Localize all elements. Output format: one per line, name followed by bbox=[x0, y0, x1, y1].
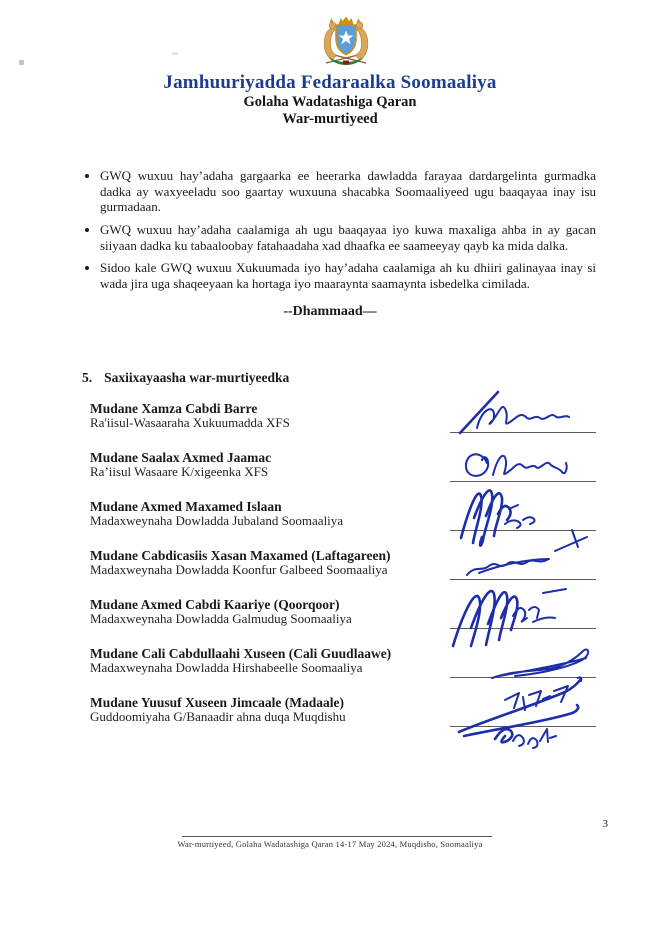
signatory-name: Mudane Yuusuf Xuseen Jimcaale (Madaale) bbox=[90, 695, 345, 711]
end-marker: --Dhammaad— bbox=[283, 304, 377, 320]
signatory-row bbox=[90, 597, 596, 646]
footer-divider bbox=[182, 836, 492, 837]
signatory-text bbox=[90, 548, 447, 597]
doc-type-title: War-murtiyeed bbox=[282, 111, 378, 128]
signatory-row bbox=[90, 401, 596, 450]
page-footer bbox=[0, 836, 660, 849]
signature-line bbox=[450, 481, 596, 482]
signature-line bbox=[450, 677, 596, 678]
signatories-heading bbox=[82, 370, 660, 386]
signatory-text bbox=[90, 401, 447, 450]
signatory-text bbox=[90, 499, 447, 548]
council-title: Golaha Wadatashiga Qaran bbox=[243, 94, 417, 110]
signatory-title: Madaxweynaha Dowladda Koonfur Galbeed Soomaaliya bbox=[90, 562, 388, 578]
heading-label: Saxiixayaasha war-murtiyeedka bbox=[104, 370, 290, 386]
signatory-row bbox=[90, 450, 596, 499]
signatory-row bbox=[90, 646, 596, 695]
bullet-item: • GWQ wuxuu hay’adaha gargaarka ee heerarka dawladda farayaa dardargelinta gurmadka dadka ay waxyeeladu soo gaartay wuxuuna shacabka Soomaaliyeed ugu baaqayaa inay isu gurmadaan. bbox=[100, 168, 596, 215]
signature-4 bbox=[447, 548, 596, 597]
signatory-name: Mudane Cali Cabdullaahi Xuseen (Cali Guudlaawe) bbox=[90, 646, 392, 662]
signature-line bbox=[450, 432, 596, 433]
signature-5 bbox=[447, 597, 596, 646]
signature-line bbox=[450, 726, 596, 727]
signature-line bbox=[450, 579, 596, 580]
signatory-name: Mudane Xamza Cabdi Barre bbox=[90, 401, 258, 417]
communique-bullets bbox=[70, 168, 596, 291]
signatory-row bbox=[90, 499, 596, 548]
signatory-title: Madaxweynaha Dowladda Jubaland Soomaaliya bbox=[90, 513, 344, 529]
signature-6 bbox=[447, 646, 596, 695]
signatory-title: Guddoomiyaha G/Banaadir ahna duqa Muqdishu bbox=[90, 709, 346, 725]
signature-line bbox=[450, 530, 596, 531]
signatory-title: Ra’iisul Wasaare K/xigeenka XFS bbox=[90, 464, 269, 480]
signatory-text bbox=[90, 646, 447, 695]
signature-1 bbox=[447, 401, 596, 450]
signatory-title: Ra'iisul-Wasaaraha Xukuumadda XFS bbox=[90, 415, 290, 431]
signatory-title: Madaxweynaha Dowladda Hirshabeelle Soomaaliya bbox=[90, 660, 363, 676]
signatory-row bbox=[90, 695, 596, 744]
signatory-row bbox=[90, 548, 596, 597]
signatory-title: Madaxweynaha Dowladda Galmudug Soomaaliya bbox=[90, 611, 352, 627]
signature-3 bbox=[447, 499, 596, 548]
signatory-name: Mudane Cabdicasiis Xasan Maxamed (Laftagareen) bbox=[90, 548, 391, 564]
signatory-name: Mudane Saalax Axmed Jaamac bbox=[90, 450, 272, 466]
document-header bbox=[0, 0, 660, 128]
bullet-item: • Sidoo kale GWQ wuxuu Xukuumada iyo hay’adaha caalamiga ah ku dhiiri galinayaa inay si wada jira uga shaqeeyaan ka hortaga iyo maaraynta saamaynta isbedelka cimilada. bbox=[100, 260, 596, 291]
signatory-text bbox=[90, 450, 447, 499]
scan-artifact bbox=[19, 60, 24, 65]
page-number: 3 bbox=[602, 818, 608, 830]
signatory-name: Mudane Axmed Cabdi Kaariye (Qoorqoor) bbox=[90, 597, 340, 613]
signatories-list bbox=[90, 401, 596, 744]
signature-2 bbox=[447, 450, 596, 499]
republic-title: Jamhuuriyadda Fedaraalka Soomaaliya bbox=[163, 72, 497, 93]
signatory-name: Mudane Axmed Maxamed Islaan bbox=[90, 499, 282, 515]
footer-text: War-murtiyeed, Golaha Wadatashiga Qaran 14-17 May 2024, Muqdisho, Soomaaliya bbox=[177, 839, 483, 849]
signature-7 bbox=[447, 695, 596, 744]
somalia-coat-of-arms-icon bbox=[315, 14, 377, 66]
scan-artifact bbox=[172, 52, 178, 55]
bullet-item: • GWQ wuxuu hay’adaha caalamiga ah ugu baaqayaa iyo kuwa maxaliga ahba in ay gacan siiyaan dadka ku tabaaloobay fatahaadaha xad dhaafka ee saameeyay qayb ka mida dalka. bbox=[100, 222, 596, 253]
heading-number: 5. bbox=[82, 370, 93, 386]
signature-line bbox=[450, 628, 596, 629]
signatory-text bbox=[90, 597, 447, 646]
signatory-text bbox=[90, 695, 447, 744]
